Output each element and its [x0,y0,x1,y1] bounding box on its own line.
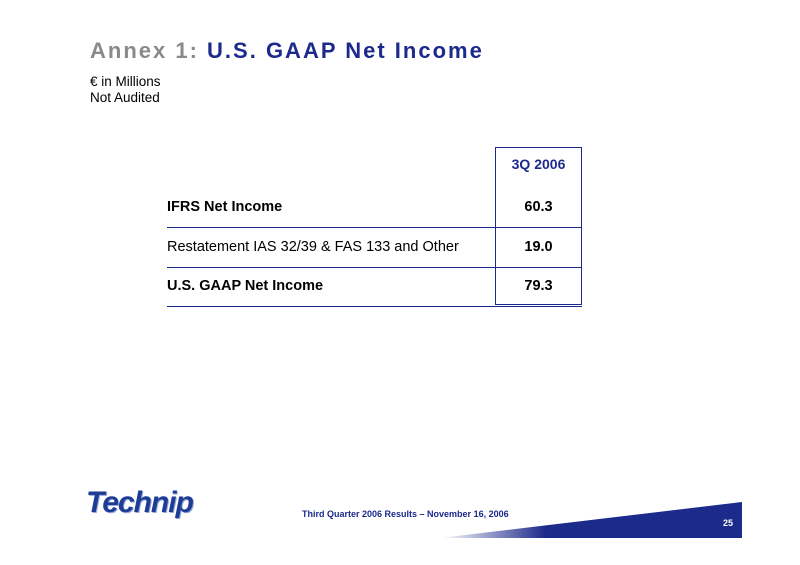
page-title [90,38,484,64]
row-label: Restatement IAS 32/39 & FAS 133 and Other [167,239,459,255]
footer-text: Third Quarter 2006 Results – November 16, 2006 [302,509,509,519]
row-value: 60.3 [524,199,553,215]
units-note [90,74,161,106]
row-label: IFRS Net Income [167,199,283,215]
technip-logo [86,486,193,520]
table-row [167,187,582,227]
units-line: € in Millions [90,74,161,89]
table-row [167,227,582,267]
title-main: U.S. GAAP Net Income [207,38,484,63]
footer-wedge [440,500,742,540]
logo-text: Technip [86,486,193,519]
row-value: 79.3 [524,278,553,294]
page-number: 25 [722,518,733,528]
row-value: 19.0 [524,239,553,255]
audit-line: Not Audited [90,90,160,105]
row-divider [167,306,582,307]
row-label: U.S. GAAP Net Income [167,278,324,294]
column-header: 3Q 2006 [511,156,566,172]
title-annex: Annex 1: [90,38,199,63]
table-row [167,266,582,306]
